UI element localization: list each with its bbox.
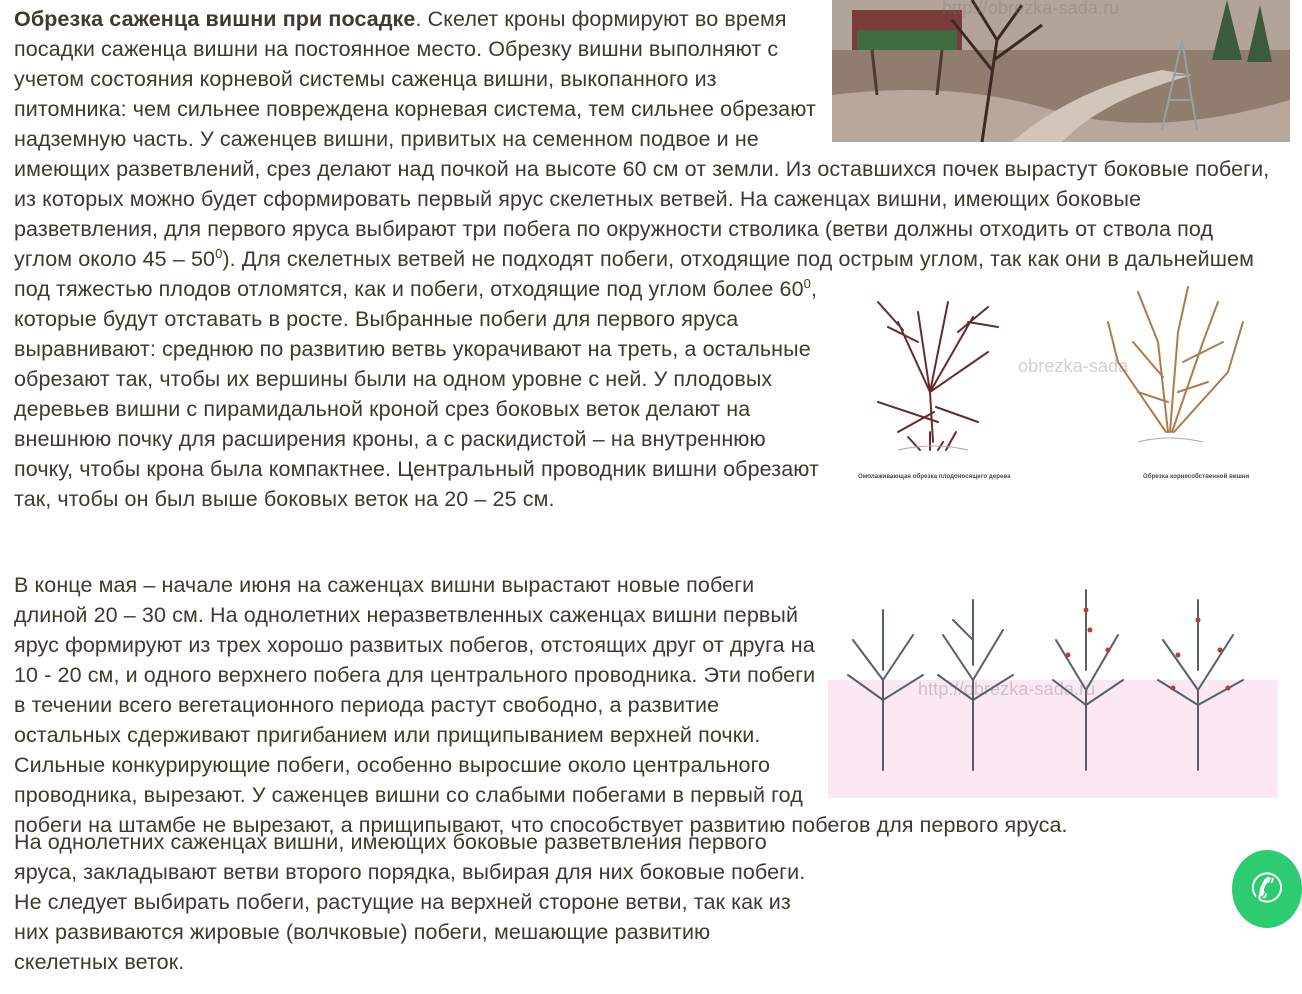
degree-mark: 0 bbox=[215, 245, 223, 261]
paragraph-planting-pruning bbox=[14, 0, 1276, 514]
diagram-watermark: http://obrezka-sada.ru bbox=[918, 679, 1096, 699]
diagram-caption-left: Омолаживающая обрезка плодоносящего дерева bbox=[858, 474, 1011, 480]
pruning-diagram-2 bbox=[828, 580, 1278, 798]
paragraph-text: В конце мая – начале июня на саженцах вишни вырастают новые побеги длиной 20 – 30 см. На однолетних неразветвленных саженцах вишни первый ярус формируют из трех хорошо развитых побегов, отстоящих друг от друга на 10 - 20 см, и одного верхнего побега для центрального проводника. Эти побеги в течении всего вегетационного периода растут свободно, а развитие остальных сдерживают пригибанием или прищипыванием верхней почки. Сильные конкурирующие побеги, особенно выросшие около центрального проводника, вырезают. У саженцев вишни со слабыми побегами в первый год побеги на штамбе не вырезают, а прищипывают, что способствует развитию побегов для первого яруса. bbox=[14, 573, 1068, 837]
paragraph-text-3: , которые будут отставать в росте. Выбранные побеги для первого яруса выравнивают: среднюю по развитию ветвь укорачивают на треть, а остальные обрезают так, чтобы их вершины были на одном уровне с ней. У плодовых деревьев вишни с пирамидальной кроной срез боковых веток делают на внешнюю почку для расширения кроны, а с раскидистой – на внутреннюю почку, чтобы крона была компактнее. Центральный проводник вишни обрезают так, чтобы он был выше боковых веток на 20 – 25 см. bbox=[14, 277, 819, 511]
paragraph-text-2: ). Для скелетных ветвей не подходят побеги, отходящие под острым углом, так как они в дальнейшем под тяжестью плодов отломятся, как и побеги, отходящие под углом более 60 bbox=[14, 247, 1255, 301]
photo-watermark: http://obrezka-sada.ru bbox=[942, 0, 1120, 18]
diagram-caption-right: Обрезка корнесобственной вишни bbox=[1143, 474, 1250, 480]
paragraph-lead: Обрезка саженца вишни при посадке bbox=[14, 7, 416, 31]
paragraph-branching: На однолетних саженцах вишни, имеющих боковые разветвления первого яруса, закладывают ветви второго порядка, выбирая для них боковые побеги. Не следует выбирать побеги, растущие на верхней стороне ветви, так как из них развиваются жировые (волчковые) побеги, мешающие развитию скелетных веток. bbox=[14, 830, 806, 974]
whatsapp-icon: ✆ bbox=[1250, 867, 1284, 911]
diagram-watermark: obrezka-sada bbox=[1018, 356, 1129, 376]
garden-photo bbox=[832, 0, 1290, 142]
whatsapp-button[interactable] bbox=[1232, 850, 1302, 928]
pruning-diagram-1 bbox=[838, 282, 1290, 496]
paragraph-text-1: . Скелет кроны формируют во время посадки саженца вишни на постоянное место. Обрезку вишни выполняют с учетом состояния корневой системы саженца вишни, выкопанного из питомника: чем сильнее повреждена корневая система, тем сильнее обрезают надземную часть. У саженцев вишни, привитых на семенном подвое и не имеющих разветвлений, срез делают над почкой на высоте 60 см от земли. Из оставшихся почек вырастут боковые побеги, из которых можно будет сформировать первый ярус скелетных ветвей. На саженцах вишни, имеющих боковые разветвления, для первого яруса выбирают три побега по окружности стволика (ветви должны отходить от ствола под углом около 45 – 50 bbox=[14, 7, 1270, 271]
degree-mark: 0 bbox=[803, 275, 811, 291]
paragraph-late-may bbox=[14, 570, 1264, 840]
